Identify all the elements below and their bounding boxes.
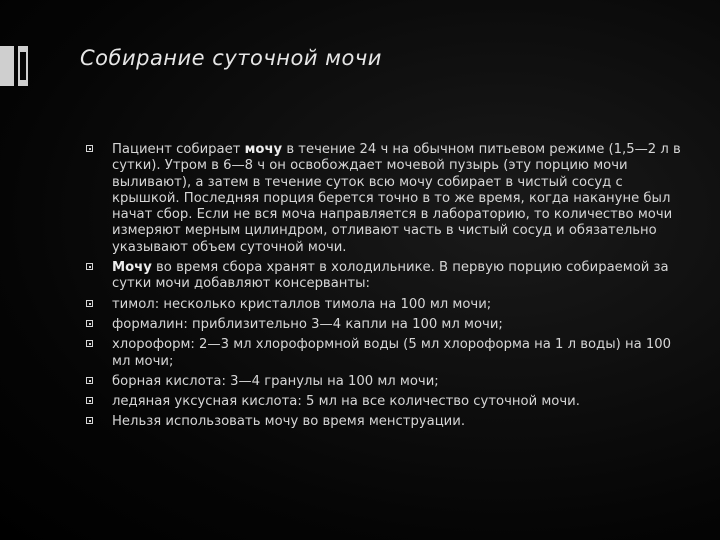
list-item xyxy=(84,260,684,293)
item-text: Нельзя использовать мочу во время менструации. xyxy=(112,414,466,430)
item-text: ледяная уксусная кислота: 5 мл на все количество суточной мочи. xyxy=(112,394,580,410)
item-bold-text: Мочу xyxy=(112,260,152,276)
decorative-bar-gap xyxy=(20,52,26,80)
square-bullet-icon xyxy=(86,340,93,347)
list-item xyxy=(84,394,684,410)
square-bullet-icon xyxy=(86,377,93,384)
item-bold-text: мочу xyxy=(244,142,283,157)
square-bullet-icon xyxy=(86,300,93,307)
bullet-list xyxy=(84,142,684,435)
item-text: тимол: несколько кристаллов тимола на 100 мл мочи; xyxy=(112,296,492,312)
list-item xyxy=(84,142,684,256)
item-text: во время сбора хранят в холодильнике. В первую порцию собираемой за сутки мочи добавляют консерванты: xyxy=(112,260,669,292)
square-bullet-icon xyxy=(86,263,93,270)
list-item xyxy=(84,374,684,390)
item-text: борная кислота: 3—4 гранулы на 100 мл мочи; xyxy=(112,373,439,389)
list-item xyxy=(84,297,684,313)
decorative-bar xyxy=(0,46,14,86)
item-text: Пациент собирает xyxy=(112,142,245,157)
list-item xyxy=(84,414,684,430)
square-bullet-icon xyxy=(86,320,93,327)
square-bullet-icon xyxy=(86,397,93,404)
slide-title: Собирание суточной мочи xyxy=(80,46,382,70)
list-item xyxy=(84,337,684,370)
item-text: в течение 24 ч на обычном питьевом режиме (1,5—2 л в сутки). Утром в 6—8 ч он освобождает мочевой пузырь (эту порцию мочи выливают), а затем в течение суток всю мочу собирает в чистый сосуд с крышкой. Последняя порция берется точно в то же время, когда накануне был начат сбор. Если не вся моча направляется в лабораторию, то количество мочи измеряют мерным цилиндром, отливают часть в чистый сосуд и обязательно указывают объем суточной мочи. xyxy=(112,142,681,255)
square-bullet-icon xyxy=(86,417,93,424)
item-text: формалин: приблизительно 3—4 капли на 100 мл мочи; xyxy=(112,316,503,332)
item-text: хлороформ: 2—3 мл хлороформной воды (5 мл хлороформа на 1 л воды) на 100 мл мочи; xyxy=(112,337,672,369)
list-item xyxy=(84,317,684,333)
square-bullet-icon xyxy=(86,145,93,152)
